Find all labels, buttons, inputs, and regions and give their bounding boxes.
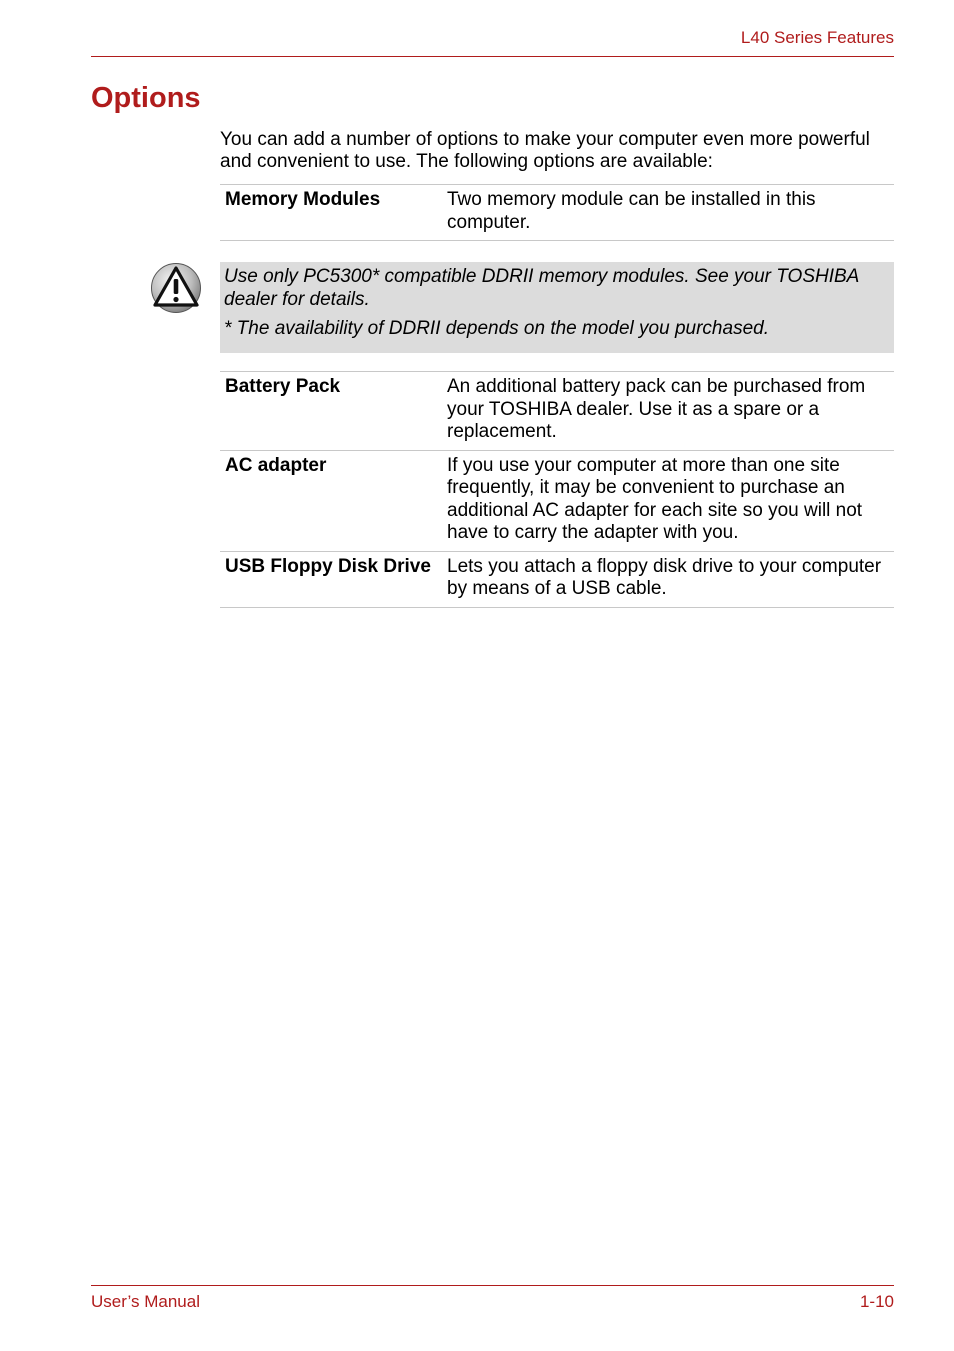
caution-text: Use only PC5300* compatible DDRII memory modules. See your TOSHIBA dealer for details. bbox=[224, 266, 859, 310]
footer-rule bbox=[91, 1285, 894, 1286]
caution-footnote: * The availability of DDRII depends on the model you purchased. bbox=[224, 318, 769, 339]
option-description: Two memory module can be installed in this computer. bbox=[442, 185, 894, 241]
table-row bbox=[220, 551, 894, 607]
header-rule bbox=[91, 56, 894, 57]
option-description: An additional battery pack can be purchased from your TOSHIBA dealer. Use it as a spare or a replacement. bbox=[442, 372, 894, 451]
options-table-memory bbox=[220, 184, 894, 241]
footer-manual-label: User’s Manual bbox=[91, 1292, 200, 1311]
running-header: L40 Series Features bbox=[740, 28, 894, 47]
footer-page-number: 1-10 bbox=[859, 1292, 894, 1311]
option-term: Memory Modules bbox=[220, 185, 442, 241]
option-term: AC adapter bbox=[220, 450, 442, 551]
table-row bbox=[220, 372, 894, 451]
caution-note bbox=[220, 262, 894, 353]
options-table-accessories bbox=[220, 371, 894, 608]
option-description: Lets you attach a floppy disk drive to your computer by means of a USB cable. bbox=[442, 551, 894, 607]
table-row bbox=[220, 185, 894, 241]
intro-paragraph: You can add a number of options to make your computer even more powerful and convenient to use. The following options are available: bbox=[220, 129, 870, 172]
option-term: USB Floppy Disk Drive bbox=[220, 551, 442, 607]
section-title: Options bbox=[91, 82, 201, 114]
option-description: If you use your computer at more than one site frequently, it may be convenient to purchase an additional AC adapter for each site so you will not have to carry the adapter with you. bbox=[442, 450, 894, 551]
option-term: Battery Pack bbox=[220, 372, 442, 451]
caution-icon bbox=[150, 262, 202, 314]
table-row bbox=[220, 450, 894, 551]
